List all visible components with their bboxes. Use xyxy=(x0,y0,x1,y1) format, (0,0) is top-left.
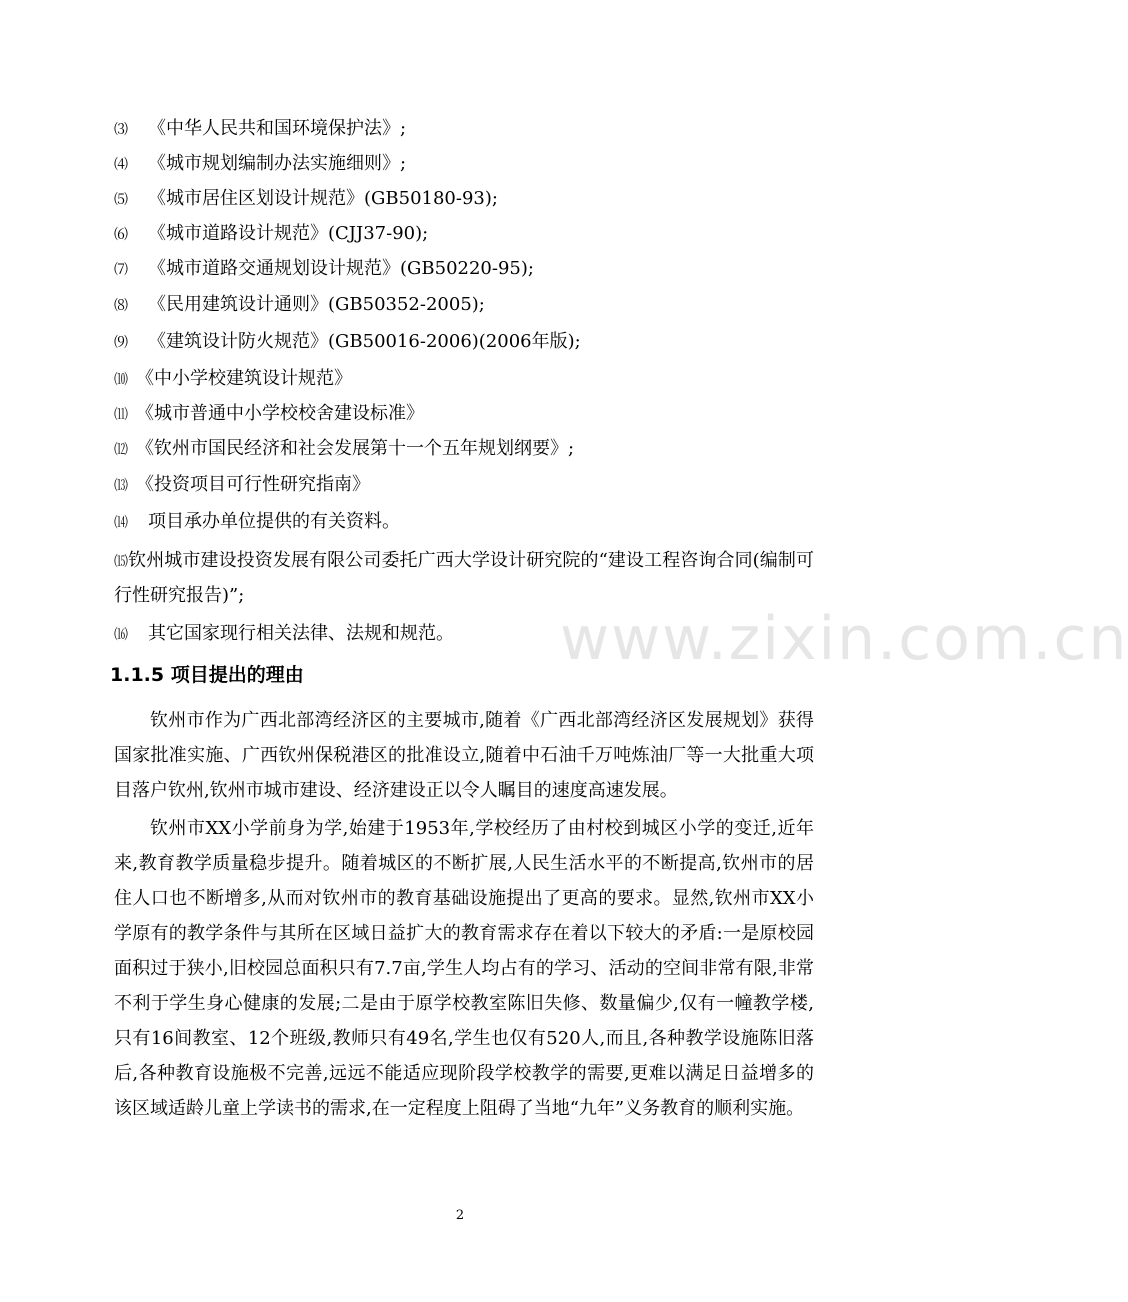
reference-item xyxy=(114,510,820,535)
reference-item xyxy=(114,187,820,212)
reference-item xyxy=(114,330,820,355)
reference-number: ⑿ xyxy=(114,442,128,458)
reference-text: 《城市道路交通规划设计规范》(GB50220-95); xyxy=(148,258,534,279)
watermark: www.zixin.com.cn xyxy=(560,604,1128,674)
reference-number: ⒁ xyxy=(114,515,128,531)
reference-number: ⑾ xyxy=(114,407,128,423)
reference-item xyxy=(114,622,820,647)
reference-number: ⒀ xyxy=(114,478,128,494)
reference-text: 《中小学校建筑设计规范》 xyxy=(136,368,352,389)
reference-item xyxy=(114,152,820,177)
reference-number: ⑻ xyxy=(114,298,128,314)
reference-text: 其它国家现行相关法律、法规和规范。 xyxy=(148,623,454,644)
reference-text: 《城市规划编制办法实施细则》; xyxy=(148,153,407,174)
reference-text: 《中华人民共和国环境保护法》; xyxy=(148,118,407,139)
reference-number: ⑽ xyxy=(114,372,128,388)
reference-number: ⒃ xyxy=(114,627,128,643)
body-paragraph: 钦州市XX小学前身为学,始建于1953年,学校经历了由村校到城区小学的变迁,近年来,教育教学质量稳步提升。随着城区的不断扩展,人民生活水平的不断提高,钦州市的居住人口也不断增多,从而对钦州市的教育基础设施提出了更高的要求。显然,钦州市XX小学原有的教学条件与其所在区域日益扩大的教育需求存在着以下较大的矛盾:一是原校园面积过于狭小,旧校园总面积只有7.7亩,学生人均占有的学习、活动的空间非常有限,非常不利于学生身心健康的发展;二是由于原学校教室陈旧失修、数量偏少,仅有一幢教学楼,只有16间教室、12个班级,教师只有49名,学生也仅有520人,而且,各种教学设施陈旧落后,各种教育设施极不完善,远远不能适应现阶段学校教学的需要,更难以满足日益增多的该区域适龄儿童上学读书的需求,在一定程度上阻碍了当地“九年”义务教育的顺利实施。 xyxy=(114,818,814,1119)
reference-item xyxy=(114,473,820,498)
reference-text: 《城市普通中小学校校舍建设标准》 xyxy=(136,403,424,424)
reference-text: 《钦州市国民经济和社会发展第十一个五年规划纲要》; xyxy=(136,438,575,459)
reference-text: 项目承办单位提供的有关资料。 xyxy=(148,511,400,532)
reference-text: 钦州城市建设投资发展有限公司委托广西大学设计研究院的“建设工程咨询合同(编制可行性研究报告)”; xyxy=(114,550,814,606)
reference-text: 《民用建筑设计通则》(GB50352-2005); xyxy=(148,294,485,315)
reference-item xyxy=(114,293,820,318)
reference-text: 《建筑设计防火规范》(GB50016-2006)(2006年版); xyxy=(148,331,581,352)
reference-item xyxy=(114,257,820,282)
reference-item xyxy=(114,117,820,142)
reference-number: ⑷ xyxy=(114,157,128,173)
reference-number: ⑹ xyxy=(114,227,128,243)
reference-number: ⑸ xyxy=(114,192,128,208)
reference-number: ⑶ xyxy=(114,122,128,138)
reference-text: 《投资项目可行性研究指南》 xyxy=(136,474,370,495)
reference-item xyxy=(114,402,820,427)
reference-text: 《城市道路设计规范》(CJJ37-90); xyxy=(148,223,429,244)
reference-item xyxy=(114,544,814,613)
body-paragraph: 钦州市作为广西北部湾经济区的主要城市,随着《广西北部湾经济区发展规划》获得国家批准实施、广西钦州保税港区的批准设立,随着中石油千万吨炼油厂等一大批重大项目落户钦州,钦州市城市建设、经济建设正以令人瞩目的速度高速发展。 xyxy=(114,710,814,801)
reference-item xyxy=(114,437,820,462)
reference-number: ⒂ xyxy=(114,554,129,570)
reference-item xyxy=(114,222,820,247)
reference-number: ⑼ xyxy=(114,335,128,351)
reference-item xyxy=(114,367,820,392)
page-number: 2 xyxy=(455,1208,465,1223)
section-heading: 1.1.5 项目提出的理由 xyxy=(110,664,304,686)
reference-number: ⑺ xyxy=(114,262,128,278)
reference-text: 《城市居住区划设计规范》(GB50180-93); xyxy=(148,188,498,209)
